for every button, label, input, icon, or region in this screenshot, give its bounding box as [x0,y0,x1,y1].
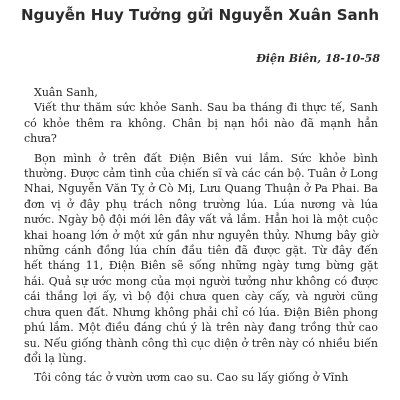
letter-dateline: Điện Biên, 18-10-58 [256,52,380,65]
paragraph: Bọn mình ở trên đất Điện Biên vui lắm. Sức khỏe bình thường. Được cảm tình của chiến sĩ và các cán bộ. Tuân ở Long Nhai, Nguyễn Văn Tỵ ở Cò Mị, Lưu Quang Thuận ở Pa Phai. Ba đơn vị ở đây phụ trách nông trường lúa. Lúa nương và lúa nước. Ngày bộ đội mới lên đây vất vả lắm. Hẳn hoi là một cuộc khai hoang lớn ở một xứ gần như nguyên thủy. Nhưng bây giờ những cánh đồng lúa chín đầu tiên đã được gặt. Từ đây đến hết tháng 11, Điện Biên sẽ sống những ngày tưng bừng gặt hái. Quả sự ước mong của mọi người tưởng như không có được cái thắng lợi ấy, vì bộ đội chưa quen cày cấy, và người cũng chưa quen đất. Nhưng không phải chỉ có lúa. Điện Biên phong phú lắm. Một điều đáng chú ý là trên này đang trồng thử cao su. Nếu giống thành công thì cục diện ở trên này có nhiều biến đổi lạ lùng. [24,151,378,365]
paragraph: Viết thư thăm sức khỏe Sanh. Sau ba tháng đi thực tế, Sanh có khỏe thêm ra không. Chân bị nạn hồi nào đã mạnh hẳn chưa? [24,101,378,146]
paragraph: Tôi công tác ở vườn ươm cao su. Cao su lấy giống ở Vĩnh [34,371,349,385]
letter-salutation: Xuân Sanh, [34,86,98,99]
letter-body [24,85,378,386]
letter-title: Nguyễn Huy Tưởng gửi Nguyễn Xuân Sanh [20,6,380,24]
